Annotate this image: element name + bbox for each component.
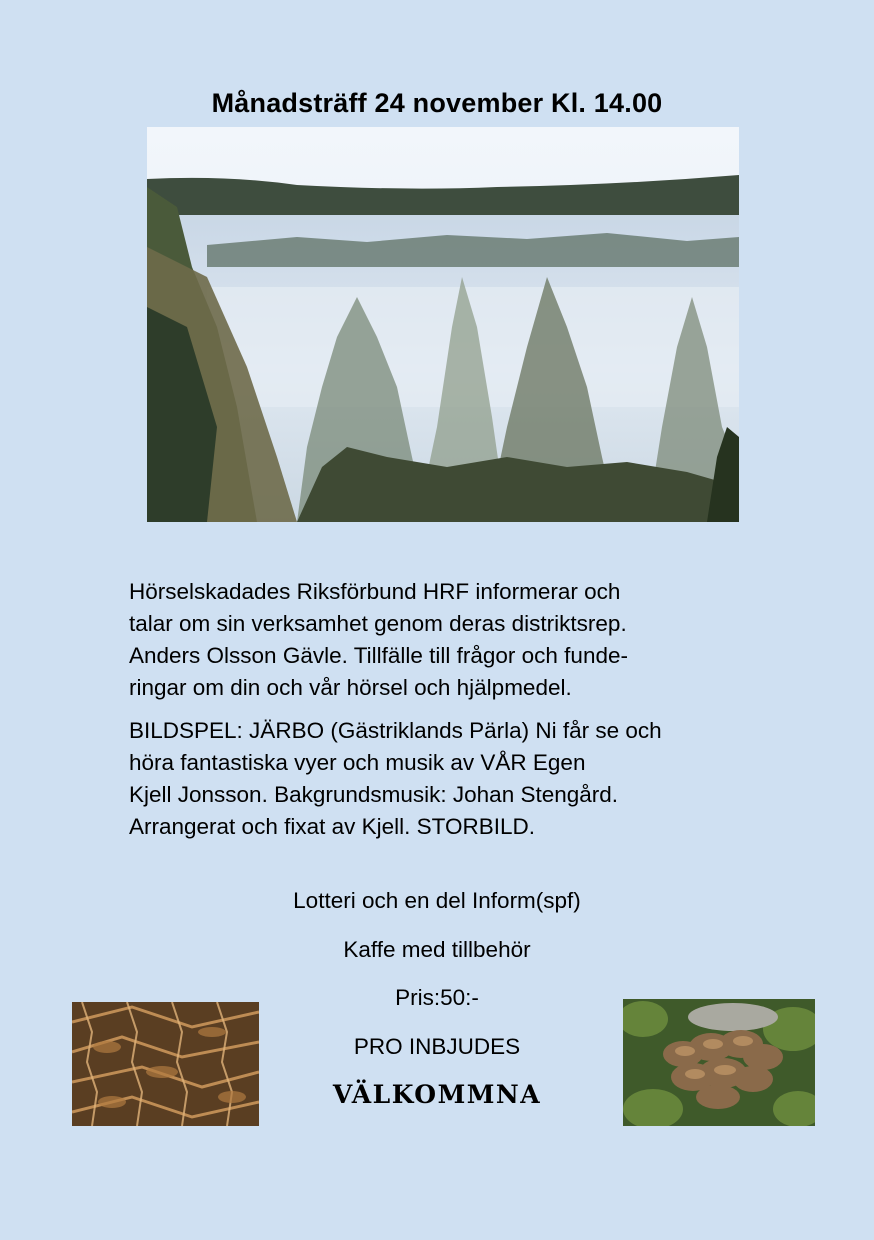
text-line: BILDSPEL: JÄRBO (Gästriklands Pärla) Ni får se och (129, 718, 662, 743)
mushroom-photo (623, 999, 815, 1126)
text-line: Anders Olsson Gävle. Tillfälle till frågor och funde- (129, 643, 628, 668)
text-line: Arrangerat och fixat av Kjell. STORBILD. (129, 814, 535, 839)
lottery-line: Lotteri och en del Inform(spf) (293, 888, 581, 913)
text-line: Hörselskadades Riksförbund HRF informerar och (129, 579, 621, 604)
hrf-paragraph (129, 576, 769, 704)
text-line: talar om sin verksamhet genom deras distriktsrep. (129, 611, 627, 636)
invite-line: PRO INBJUDES (353, 1033, 521, 1059)
welcome-line: VÄLKOMMNA (332, 1080, 542, 1109)
slideshow-paragraph (129, 715, 769, 843)
text-line: ringar om din och vår hörsel och hjälpmedel. (129, 675, 572, 700)
text-line: höra fantastiska vyer och musik av VÅR Egen (129, 750, 586, 775)
coffee-line: Kaffe med tillbehör (343, 936, 531, 962)
fern-photo (72, 1002, 259, 1126)
misty-forest-photo (147, 127, 739, 522)
text-line: Kjell Jonsson. Bakgrundsmusik: Johan Stengård. (129, 782, 619, 807)
event-description (129, 576, 769, 854)
price-line: Pris:50:- (395, 985, 479, 1010)
page-title: Månadsträff 24 november Kl. 14.00 (211, 88, 663, 118)
